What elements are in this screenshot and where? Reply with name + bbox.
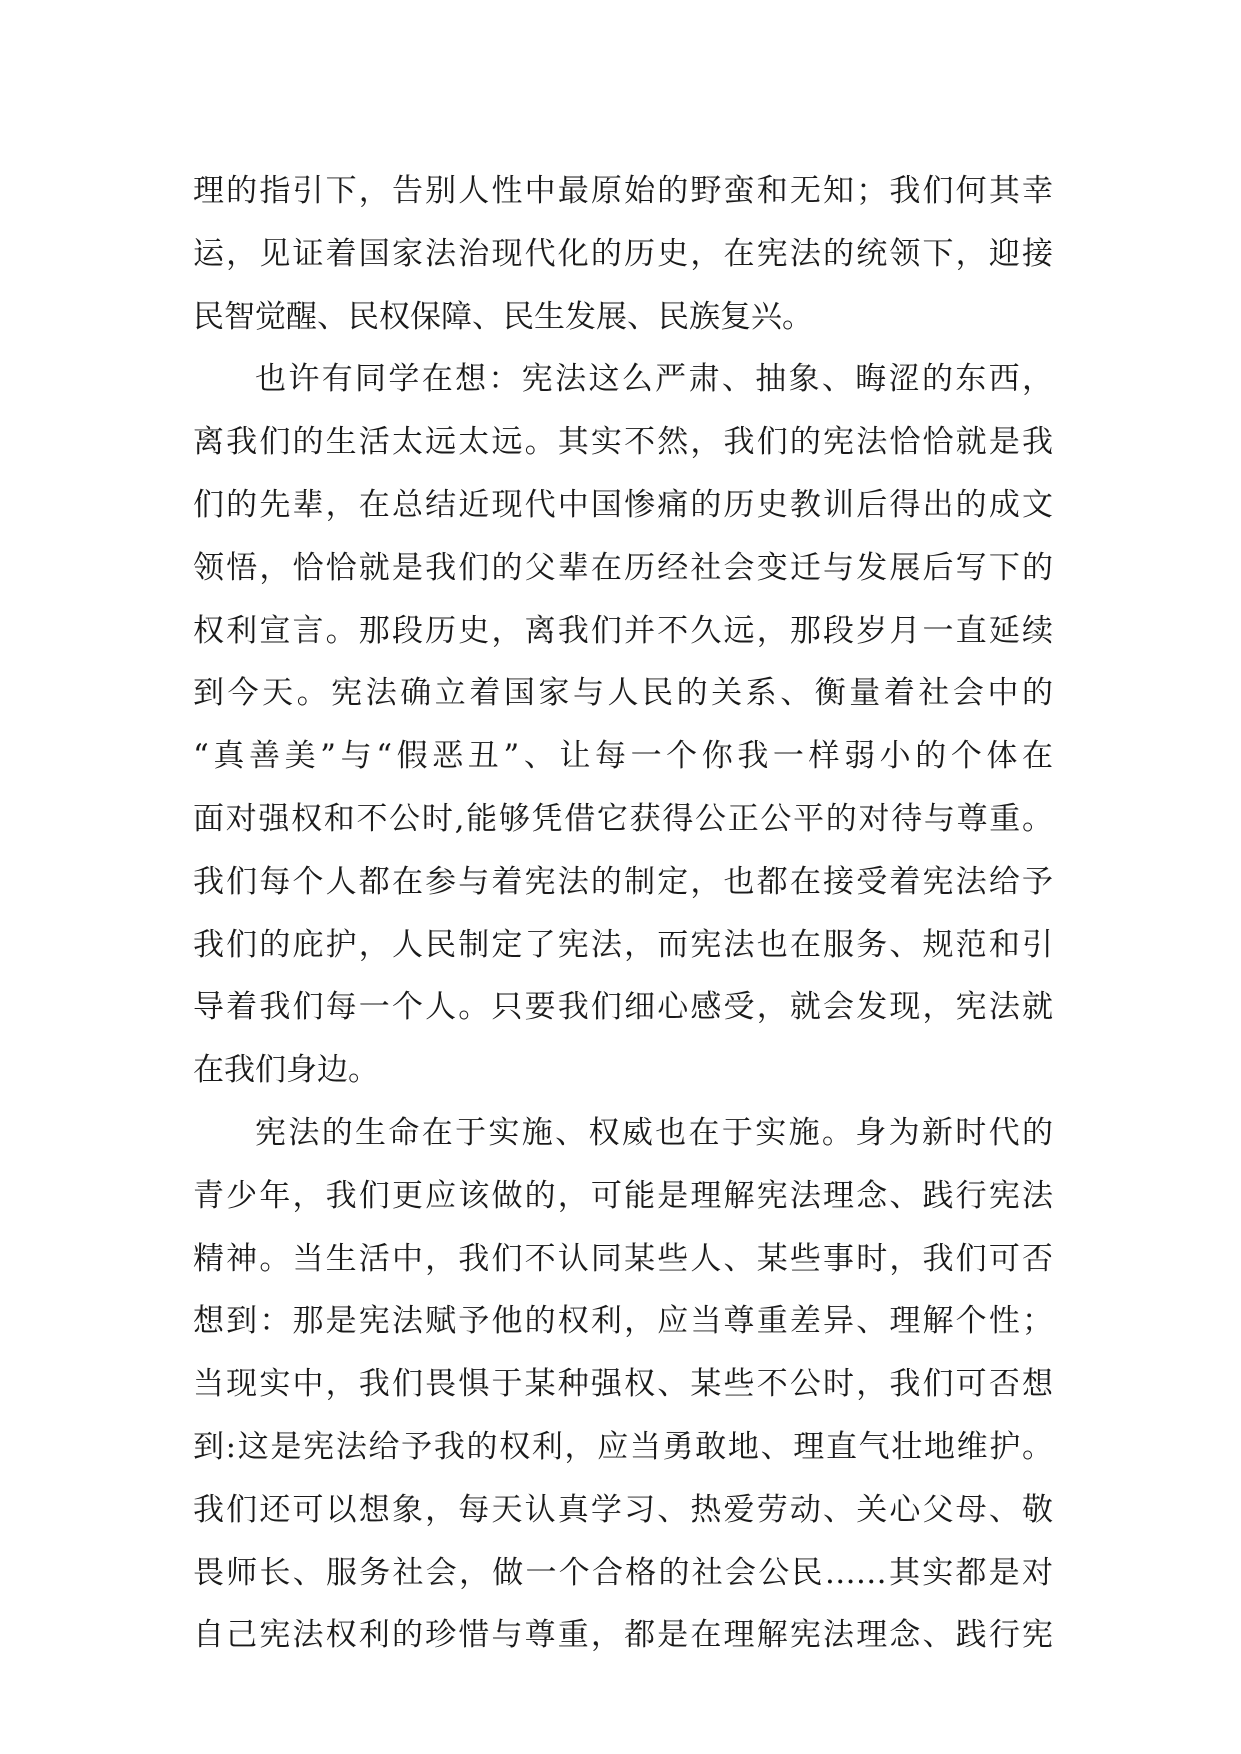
text-line: 民智觉醒、民权保障、民生发展、民族复兴。 <box>193 298 813 335</box>
text-line: 畏师长、服务社会，做一个合格的社会公民……其实都是对 <box>193 1554 1053 1591</box>
paragraph-first-line: 也许有同学在想：宪法这么严肃、抽象、晦涩的东西， <box>255 361 1053 398</box>
text-line: 自己宪法权利的珍惜与尊重，都是在理解宪法理念、践行宪 <box>193 1617 1053 1654</box>
text-line: 到:这是宪法给予我的权利，应当勇敢地、理直气壮地维护。 <box>193 1428 1053 1465</box>
text-line: 导着我们每一个人。只要我们细心感受，就会发现，宪法就 <box>193 989 1053 1026</box>
text-line: 运，见证着国家法治现代化的历史，在宪法的统领下，迎接 <box>193 235 1053 272</box>
text-line: 我们还可以想象，每天认真学习、热爱劳动、关心父母、敬 <box>193 1491 1053 1528</box>
text-line: 在我们身边。 <box>193 1052 379 1089</box>
text-line: 我们的庇护，人民制定了宪法，而宪法也在服务、规范和引 <box>193 926 1053 963</box>
text-line: 我们每个人都在参与着宪法的制定，也都在接受着宪法给予 <box>193 863 1053 900</box>
text-line: 精神。当生活中，我们不认同某些人、某些事时，我们可否 <box>193 1240 1053 1277</box>
text-line: 当现实中，我们畏惧于某种强权、某些不公时，我们可否想 <box>193 1366 1053 1403</box>
text-line: 到今天。宪法确立着国家与人民的关系、衡量着社会中的 <box>193 675 1053 712</box>
text-line: 领悟，恰恰就是我们的父辈在历经社会变迁与发展后写下的 <box>193 549 1053 586</box>
text-line: 们的先辈，在总结近现代中国惨痛的历史教训后得出的成文 <box>193 486 1053 523</box>
text-line: 想到：那是宪法赋予他的权利，应当尊重差异、理解个性； <box>193 1303 1053 1340</box>
text-line: 青少年，我们更应该做的，可能是理解宪法理念、践行宪法 <box>193 1177 1053 1214</box>
text-line: “真善美”与“假恶丑”、让每一个你我一样弱小的个体在 <box>193 738 1053 775</box>
paragraph-first-line: 宪法的生命在于实施、权威也在于实施。身为新时代的 <box>255 1114 1053 1151</box>
text-line: 理的指引下，告别人性中最原始的野蛮和无知；我们何其幸 <box>193 173 1053 209</box>
body-text <box>193 160 1053 1667</box>
text-line: 面对强权和不公时,能够凭借它获得公正公平的对待与尊重。 <box>193 800 1053 837</box>
text-line: 权利宣言。那段历史，离我们并不久远，那段岁月一直延续 <box>193 612 1053 649</box>
text-line: 离我们的生活太远太远。其实不然，我们的宪法恰恰就是我 <box>193 424 1053 461</box>
